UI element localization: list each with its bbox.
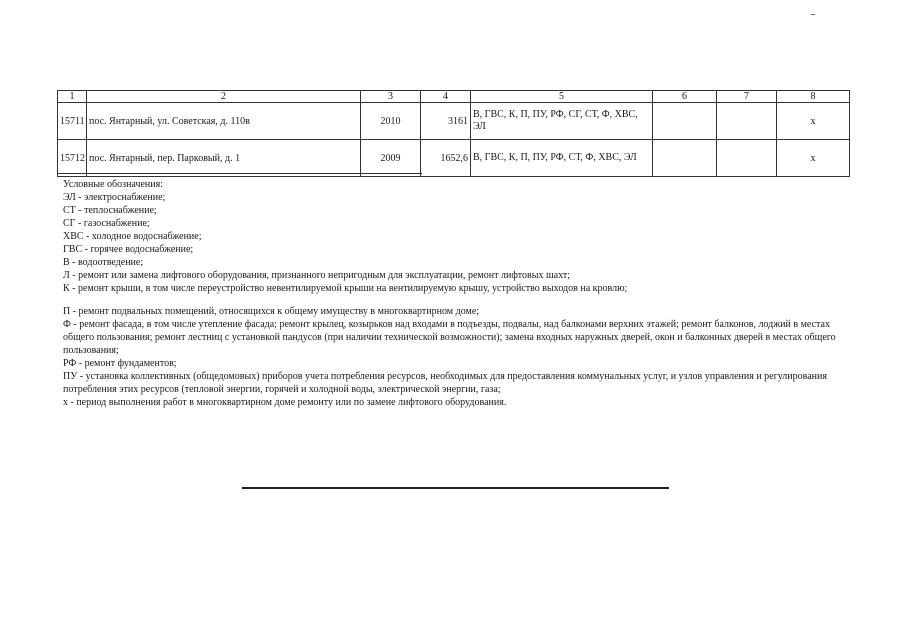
column-header: 1 [58,91,87,103]
legend-item: РФ - ремонт фундаментов; [63,358,177,369]
legend-item: СТ - теплоснабжение; [63,205,157,216]
row-col6 [653,103,717,140]
legend-item: В - водоотведение; [63,257,144,268]
column-header: 6 [653,91,717,103]
legend-spacer [63,295,853,305]
legend-item: ПУ - установка коллективных (общедомовых) приборов учета потребления ресурсов, необходимых для предоставления коммунальных услуг, и узлов управления и регулирования потребления этих ресурсов (тепловой энергии, горячей и холодной воды, электрической энергии, газа; [63,371,827,395]
legend-title: Условные обозначения: [63,179,164,190]
legend-item: Л - ремонт или замена лифтового оборудования, признанного непригодным для эксплуатации, ремонт лифтовых шахт; [63,270,571,281]
legend-item: ЭЛ - электроснабжение; [63,192,166,203]
legend-item: П - ремонт подвальных помещений, относящихся к общему имуществу в многоквартирном доме; [63,306,480,317]
row-year: 2009 [361,140,421,177]
row-number: 15711 [58,103,87,140]
row-col6 [653,140,717,177]
legend-section [63,178,853,409]
row-col8: х [777,103,850,140]
row-works: В, ГВС, К, П, ПУ, РФ, СТ, Ф, ХВС, ЭЛ [471,140,653,177]
column-header: 8 [777,91,850,103]
row-works: В, ГВС, К, П, ПУ, РФ, СГ, СТ, Ф, ХВС, ЭЛ [471,103,653,140]
page-corner-mark [811,14,815,15]
column-header: 5 [471,91,653,103]
row-col8: х [777,140,850,177]
table-row [58,140,850,177]
footnote-rule [57,173,422,174]
housing-repair-table [57,90,850,177]
legend-item: ХВС - холодное водоснабжение; [63,231,202,242]
column-header: 7 [717,91,777,103]
row-area: 1652,6 [421,140,471,177]
row-address: пос. Янтарный, ул. Советская, д. 110в [87,103,361,140]
column-header: 4 [421,91,471,103]
column-header: 2 [87,91,361,103]
row-area: 3161 [421,103,471,140]
row-col7 [717,103,777,140]
row-year: 2010 [361,103,421,140]
legend-item: К - ремонт крыши, в том числе переустройство невентилируемой крыши на вентилируемую крышу, устройство выходов на кровлю; [63,283,628,294]
column-header: 3 [361,91,421,103]
legend-item: СГ - газоснабжение; [63,218,150,229]
row-address: пос. Янтарный, пер. Парковый, д. 1 [87,140,361,177]
row-number: 15712 [58,140,87,177]
row-col7 [717,140,777,177]
table-header-row [58,91,850,103]
legend-item: ГВС - горячее водоснабжение; [63,244,194,255]
legend-item: Ф - ремонт фасада, в том числе утепление фасада; ремонт крылец, козырьков над входами в подъезды, подвалы, над балконами верхних этажей; ремонт балконов, лоджий в местах общего пользования; ремонт лестниц с установкой пандусов (при наличии технической возможности); замена входных наружных дверей, окон и балконных дверей в местах общего пользования; [63,319,836,356]
document-end-rule [242,487,669,489]
legend-item: х - период выполнения работ в многоквартирном доме ремонту или по замене лифтового оборудования. [63,397,507,408]
table-row [58,103,850,140]
